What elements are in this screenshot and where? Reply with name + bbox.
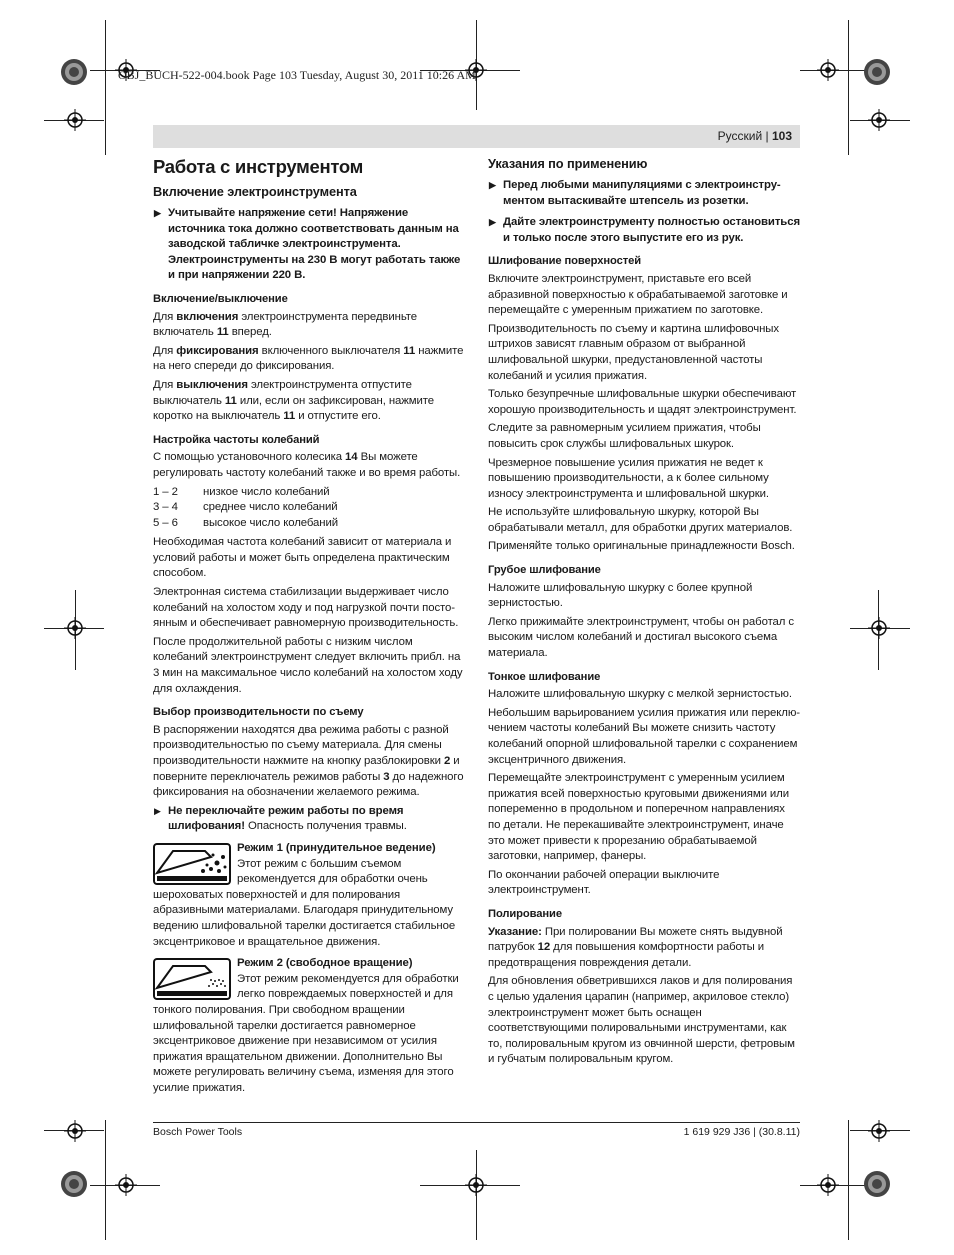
registration-mark-icon: [64, 617, 86, 639]
mode1-block: [153, 841, 464, 950]
frequency-row: 1 – 2 низкое число колебаний: [153, 485, 330, 498]
frequency-row: 3 – 4 среднее число колебаний: [153, 501, 338, 514]
paragraph: С помощью установочного колесика 14 Вы можете регулировать частоту колебаний также и во время работы.: [153, 451, 461, 479]
paragraph: Перемещайте электроинструмент с умеренным усилием прижатия всей поверхностью круговыми движениями или попеременно в продольном и поперечном направлениях по детали. Не перекашивайте электроинструмент, иначе это может привести к прорезанию обрабатываемой заготовки, например, фанеры.: [488, 772, 789, 863]
random-orbit-forced-icon: [153, 843, 231, 885]
language-label: Русский: [717, 129, 763, 143]
registration-mark-icon: [465, 1174, 487, 1196]
registration-mark-icon: [817, 1174, 839, 1196]
color-wheel-icon: [863, 58, 891, 86]
subheading: Тонкое шлифование: [488, 670, 601, 683]
color-wheel-icon: [60, 1170, 88, 1198]
paragraph: Следите за равномерным усилием прижатия, чтобы повысить срок службы шлифовальных шкурок.: [488, 422, 761, 450]
paragraph: В распоряжении находятся два режима работы с разной производительностью по съему материала. Для смены производительности нажмите на кнопку разблокировки 2 и поверните переключатель режимов работы 3 до надежного фиксирования на обозначении желаемого режима.: [153, 723, 464, 799]
paragraph: Для включения электроинструмента передвиньте включатель 11 вперед.: [153, 310, 417, 339]
paragraph: Чрезмерное повышение усилия прижатия не ведет к повышению производительности, а к более сильному износу электроинструмента и шлифовальной шкурки.: [488, 456, 769, 500]
paragraph: Для выключения электроинструмента отпустите выключатель 11 или, если он зафиксирован, нажмите коротко на выключатель 11 и отпустите его.: [153, 378, 434, 423]
paragraph: Наложите шлифовальную шкурку с более крупной зернистостью.: [488, 581, 753, 610]
paragraph: Необходимая частота колебаний зависит от материала и условий работы и может быть определена практическим способом.: [153, 536, 452, 580]
paragraph: Для обновления обветрившихся лаков и для полирования с целью удаления царапин (например, акриловое стекло) электроинструмент может быть оснащен соответствующими полировальными инструментами, как то, полировальным кругом из овчинной шерсти, фетровым и губчатым полировальным кругом.: [488, 975, 795, 1066]
subheading: Выбор производительности по съему: [153, 706, 364, 719]
paragraph: Производительность по съему и картина шлифовочных штрихов зависят главным образом от выбранной шлифовальной шкурки, предустановленной частоты колебаний и усилия прижатия.: [488, 322, 779, 382]
color-wheel-icon: [863, 1170, 891, 1198]
paragraph: Не используйте шлифовальную шкурку, которой Вы обрабатывали металл, для обработки других материалов.: [488, 506, 793, 534]
paragraph: Наложите шлифовальную шкурку с мелкой зернистостью.: [488, 688, 792, 701]
paragraph: Применяйте только оригинальные принадлежности Bosch.: [488, 540, 795, 553]
paragraph: Включите электроинструмент, приставьте его всей абразивной поверхностью к обрабатываемой заготовке и перемещайте с умеренным прижатием по заготовке.: [488, 272, 788, 317]
footer-divider: [153, 1122, 800, 1123]
print-slug: OBJ_BUCH-522-004.book Page 103 Tuesday, August 30, 2011 10:26 AM: [118, 68, 476, 82]
paragraph: Только безупречные шлифовальные шкурки обеспечивают хорошую производительность и щадят электроинструмент.: [488, 388, 797, 416]
color-wheel-icon: [60, 58, 88, 86]
random-orbit-free-icon: [153, 958, 231, 1000]
registration-mark-icon: [868, 109, 890, 131]
subheading: Включение/выключение: [153, 292, 288, 305]
warning-bullet: ▶ Дайте электроинструменту полностью остановиться и только после этого выпустите его из рук.: [488, 215, 800, 246]
registration-mark-icon: [64, 109, 86, 131]
paragraph: Электронная система стабилизации выдерживает число колебаний на холостом ходу и под нагрузкой почти посто-янным и обеспечивает равномерную производительность.: [153, 586, 459, 630]
mode2-title: Режим 2 (свободное вращение): [237, 957, 413, 970]
subheading: Шлифование поверхностей: [488, 255, 642, 268]
mode1-title: Режим 1 (принудительное ведение): [237, 841, 436, 854]
page-number: 103: [771, 129, 792, 143]
subheading: Грубое шлифование: [488, 564, 601, 577]
footer-left: Bosch Power Tools: [153, 1126, 243, 1138]
mode2-text: Этот режим рекомендуется для обработки легко повреждаемых поверхностей и для тонкого полирования. При свободном вращении шлифовальной тарелки достигается равномерное эксцентриковое движение при независимом от усилия прижатия вращательном движении. Дополнительно Вы можете регулировать величину съема, изменяя для этого усилие прижатия.: [153, 972, 459, 1094]
section-heading: Указания по применению: [488, 156, 648, 171]
subheading: Полирование: [488, 907, 562, 920]
page-header-bar: [153, 125, 800, 148]
left-column: [153, 156, 464, 1096]
paragraph: Для фиксирования включенного выключателя 11 нажмите на него спереди до фиксирования.: [153, 344, 464, 373]
warning-bullet: ▶ Учитывайте напряжение сети! Напряжение источника тока должно соответствовать данным на заводской табличке электроинструмента. Электроинструменты на 230 В могут работать также и при напряжении 220 В.: [153, 206, 464, 284]
frequency-row: 5 – 6 высокое число колебаний: [153, 516, 338, 529]
warning-bullet: ▶ Не переключайте режим работы по время шлифования! Опасность получения травмы.: [153, 804, 464, 835]
page-header-label: [718, 129, 792, 143]
section-heading: Включение электроинструмента: [153, 184, 357, 199]
paragraph: После продолжительной работы с низким числом колебаний электроинструмент следует включить прибл. на 3 мин на максимальное число колебаний на холостом ходу для охлаждения.: [153, 635, 463, 695]
warning-bullet: ▶ Перед любыми манипуляциями с электроинстру-ментом вытаскивайте штепсель из розетки.: [488, 178, 800, 209]
registration-mark-icon: [817, 59, 839, 81]
registration-mark-icon: [115, 1174, 137, 1196]
registration-mark-icon: [868, 1120, 890, 1142]
mode1-text: Этот режим с большим съемом рекомендуется для обработки очень шероховатых поверхностей и для полирования абразивными материалами. Благодаря принудительному ведению шлифовальной тарелки достигается стабильное эксцентриковое и вращательное движения.: [153, 857, 456, 948]
mode2-block: [153, 956, 464, 1096]
paragraph: Небольшим варьированием усилия прижатия или переклю-чением частоты колебаний Вы можете снизить частоту колебаний опорной шлифовальной тарелки с сохранением эксцентричного движения.: [488, 706, 800, 766]
paragraph: По окончании рабочей операции выключите электроинструмент.: [488, 868, 720, 897]
registration-mark-icon: [868, 617, 890, 639]
subheading: Настройка частоты колебаний: [153, 433, 320, 446]
registration-mark-icon: [64, 1120, 86, 1142]
footer-right: 1 619 929 J36 | (30.8.11): [683, 1126, 800, 1138]
paragraph: Указание: При полировании Вы можете снять выдувной патрубок 12 для повышения комфортности работы и предотвращения повреждения детали.: [488, 925, 783, 969]
right-column: [488, 156, 800, 1071]
page-title: Работа с инструментом: [153, 156, 363, 177]
paragraph: Легко прижимайте электроинструмент, чтобы он работал с высоким числом колебаний и достигал высокого съема материала.: [488, 615, 794, 660]
header-separator: |: [765, 129, 769, 143]
